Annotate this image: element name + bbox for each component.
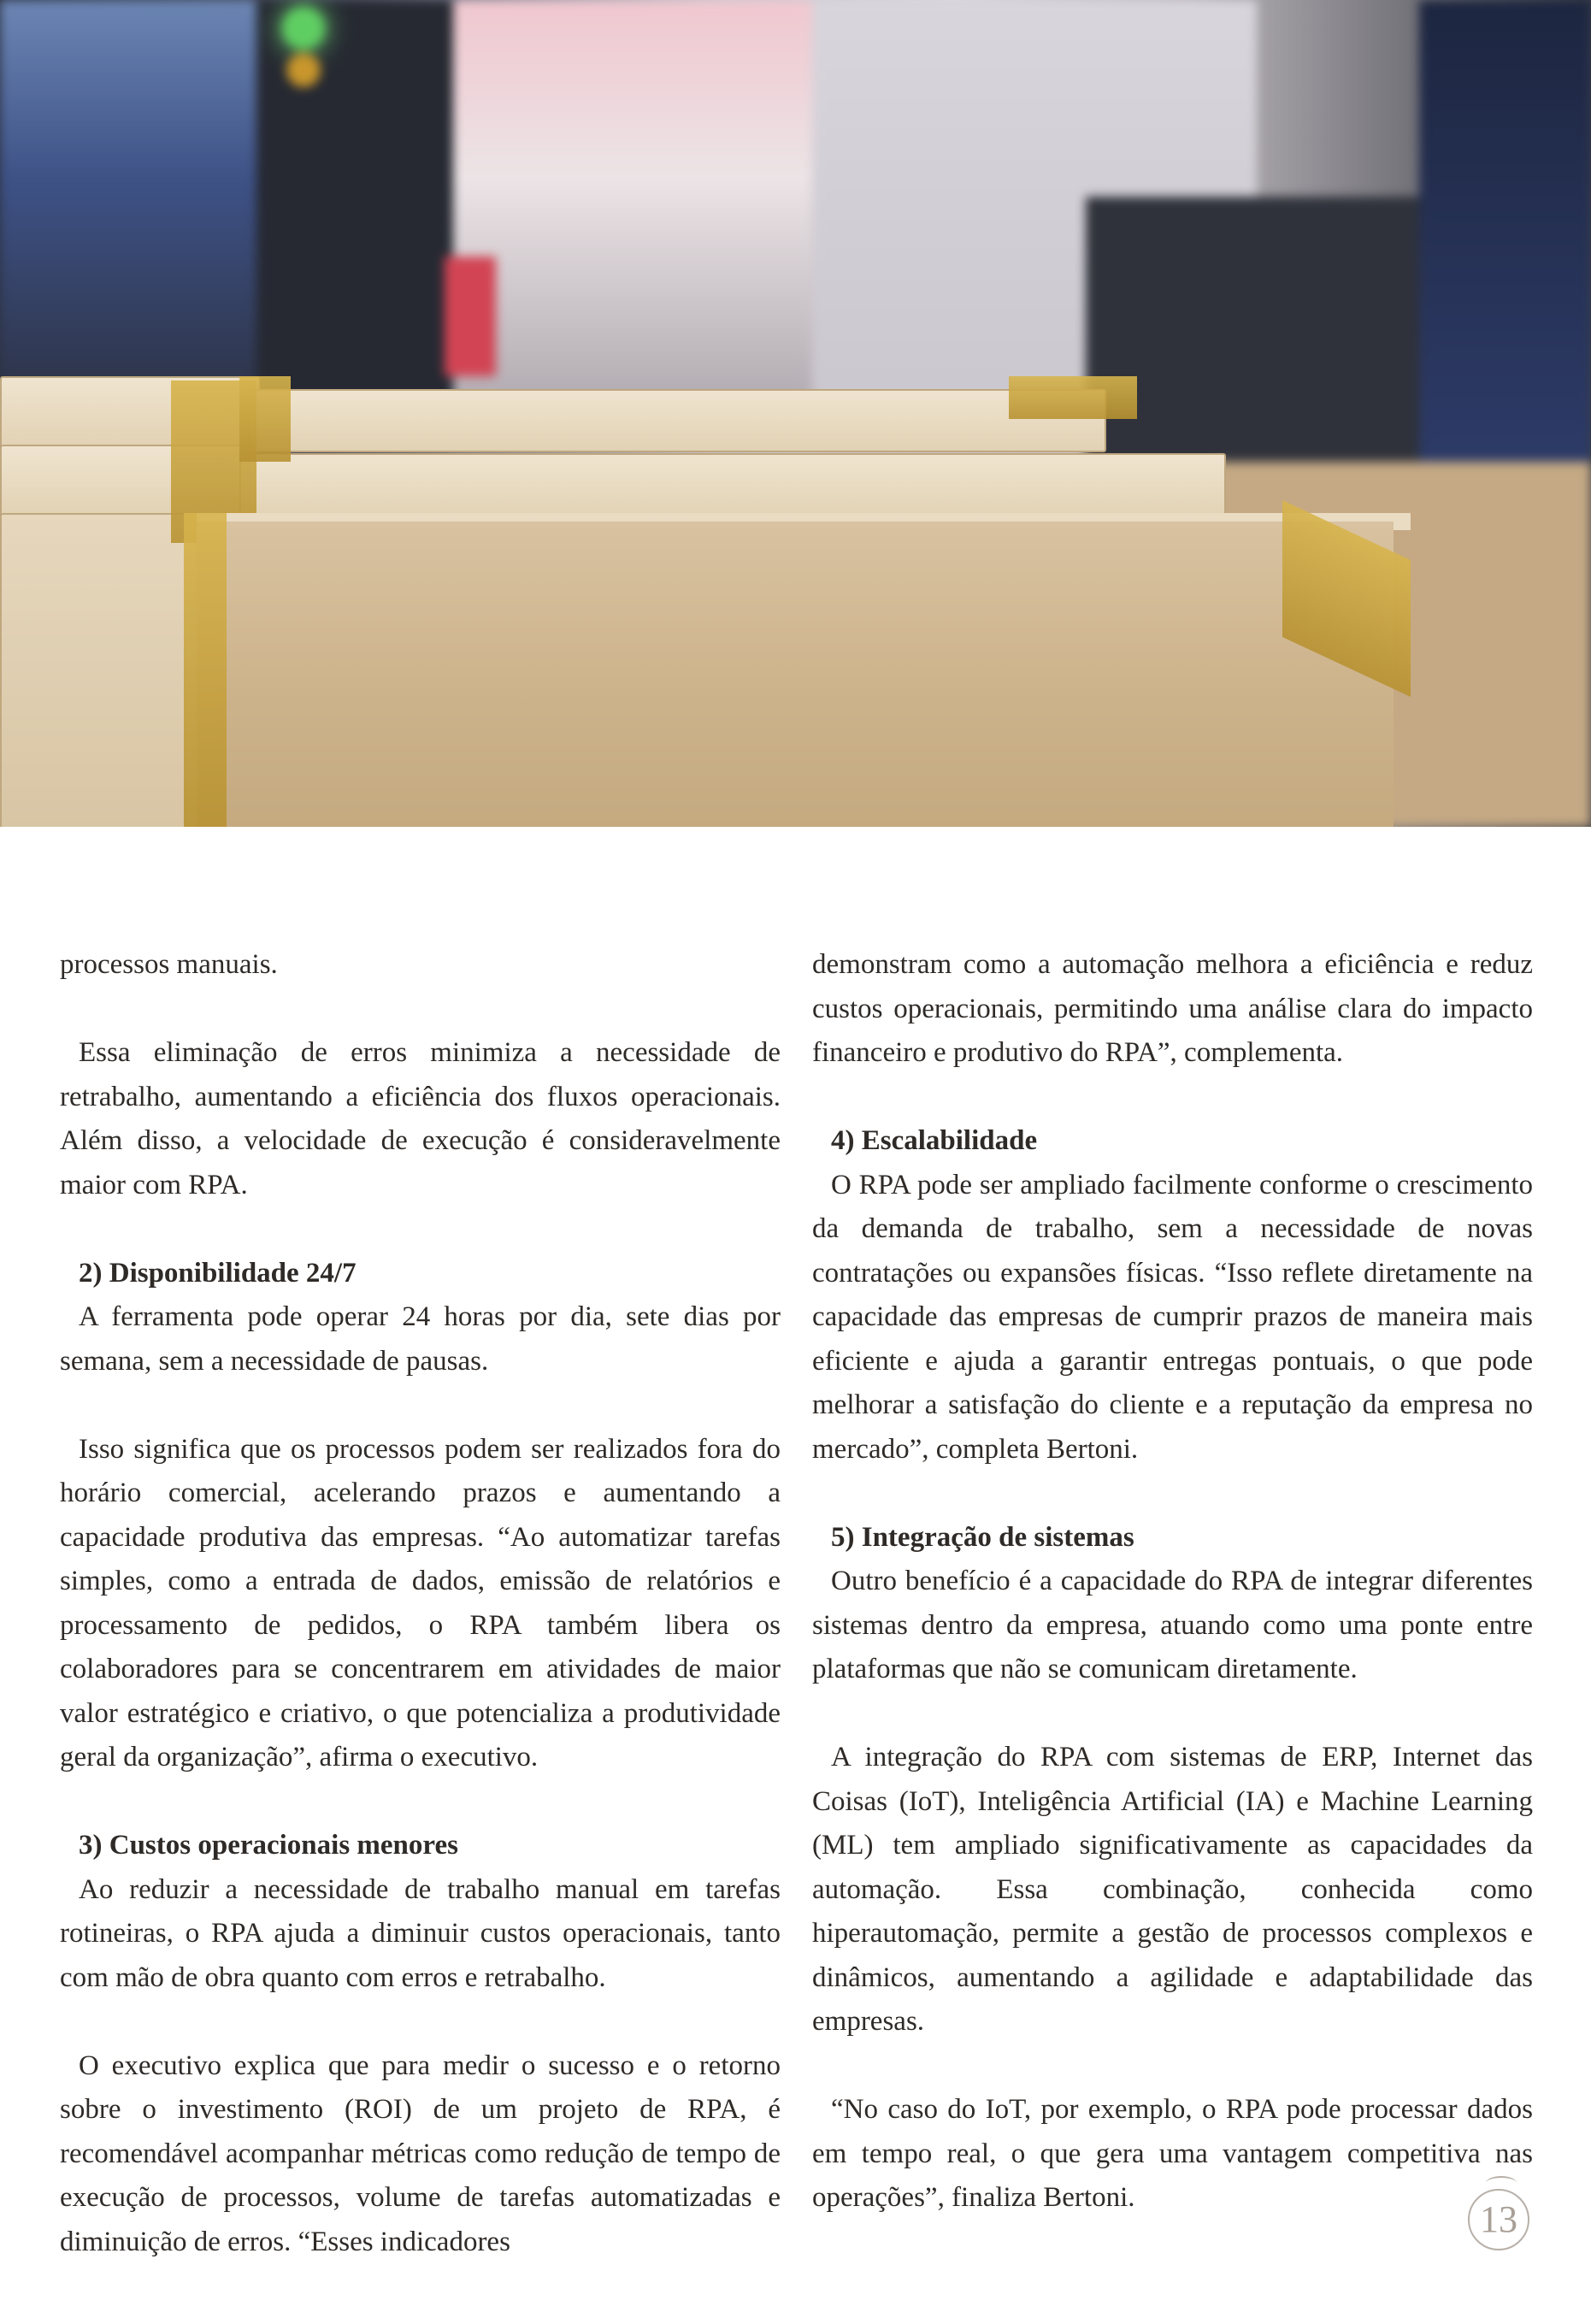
tape-strip-front (184, 513, 227, 827)
hero-bg-mid (453, 0, 812, 445)
hero-photo-cardboard-boxes (0, 0, 1591, 827)
paragraph: “No caso do IoT, por exemplo, o RPA pode processar dados em tempo real, o que gera uma vantagem competitiva nas operações”, finaliza Bertoni. (812, 2094, 1533, 2213)
paragraph: processos manuais. (60, 949, 278, 980)
paragraph: Outro benefício é a capacidade do RPA de integrar diferentes sistemas dentro da empresa, atuando como uma ponte entre plataformas que não se comunicam diretamente. (812, 1566, 1533, 1684)
paragraph: Essa eliminação de erros minimiza a necessidade de retrabalho, aumentando a eficiência dos fluxos operacionais. Além disso, a velocidade de execução é consideravelmente maior com RPA. (60, 1037, 781, 1200)
page-number: 13 (1468, 2189, 1529, 2250)
left-text-column (60, 943, 781, 2264)
tape-strip-3 (1009, 376, 1137, 419)
green-indicator-light-icon (282, 7, 325, 50)
front-box-side (197, 522, 1394, 827)
paragraph: Isso significa que os processos podem ser realizados fora do horário comercial, acelerando prazos e aumentando a capacidade produtiva das empresas. “Ao automatizar tarefas simples, como a entrada de dados, emissão de relatórios e processamento de pedidos, o RPA também libera os colaboradores para se concentrarem em atividades de maior valor estratégico e criativo, o que potencializa a produtividade geral da organização”, afirma o executivo. (60, 1433, 781, 1772)
paragraph: Ao reduzir a necessidade de trabalho manual em tarefas rotineiras, o RPA ajuda a diminuir custos operacionais, tanto com mão de obra quanto com erros e retrabalho. (60, 1873, 781, 1993)
box-mid-2 (239, 453, 1226, 521)
paragraph: O executivo explica que para medir o sucesso e o retorno sobre o investimento (ROI) de um projeto de RPA, é recomendável acompanhar métricas como redução de tempo de execução de processos, volume de tarefas automatizadas e diminuição de erros. “Esses indicadores (60, 2050, 781, 2257)
section-heading: 5) Integração de sistemas (831, 1521, 1134, 1553)
paragraph: A integração do RPA com sistemas de ERP, Internet das Coisas (IoT), Inteligência Artificial (IA) e Machine Learning (ML) tem ampliado significativamente as capacidades da automação. Essa combinação, conhecida como hiperautomação, permite a gestão de processos complexos e dinâmicos, aumentando a agilidade e adaptabilidade das empresas. (812, 1742, 1533, 2037)
box-back-2 (248, 389, 1106, 452)
paragraph: demonstram como a automação melhora a eficiência e reduz custos operacionais, permitindo uma análise clara do impacto financeiro e produtivo do RPA”, complementa. (812, 949, 1533, 1068)
section-heading: 4) Escalabilidade (831, 1125, 1038, 1156)
hero-bg-red-accent (445, 257, 496, 376)
page-number-flourish-icon (1486, 2176, 1517, 2190)
paragraph: O RPA pode ser ampliado facilmente conforme o crescimento da demanda de trabalho, sem a necessidade de novas contratações ou expansões físicas. “Isso reflete diretamente na capacidade das empresas de cumprir prazos de maneira mais eficiente e ajuda a garantir entregas pontuais, o que pode melhorar a satisfação do cliente e a reputação da empresa no mercado”, completa Bertoni. (812, 1169, 1533, 1465)
tape-strip-2 (239, 376, 291, 462)
section-heading: 2) Disponibilidade 24/7 (79, 1257, 357, 1289)
box-front-left (0, 513, 209, 827)
paragraph: A ferramenta pode operar 24 horas por dia, sete dias por semana, sem a necessidade de pausas. (60, 1301, 781, 1377)
right-text-column (812, 943, 1533, 2221)
section-heading: 3) Custos operacionais menores (79, 1830, 458, 1861)
amber-indicator-light-icon (286, 53, 321, 87)
